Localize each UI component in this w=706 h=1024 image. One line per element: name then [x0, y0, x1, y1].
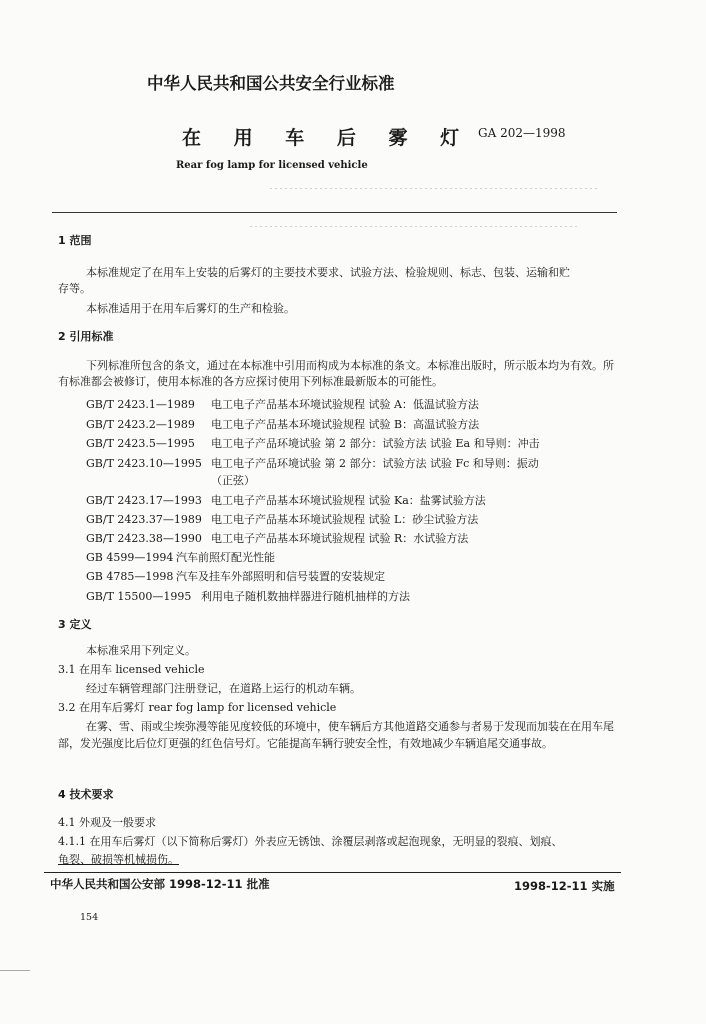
reference-title: 利用电子随机数抽样器进行随机抽样的方法: [201, 590, 410, 603]
reference-item-cont: [86, 472, 255, 488]
section-3-heading: 3 定义: [58, 618, 92, 631]
reference-code: GB/T 2423.5—1995: [86, 437, 195, 450]
subsection-4-1-heading: 4.1 外观及一般要求: [58, 816, 156, 829]
standard-category-header: 中华人民共和国公共安全行业标准: [147, 74, 395, 93]
section-1-paragraph: 本标准规定了在用车上安装的后雾灯的主要技术要求、试验方法、检验规则、标志、包装、运输和贮: [86, 266, 570, 279]
section-2-intro: 下列标准所包含的条文，通过在本标准中引用而构成为本标准的条文。本标准出版时，所示版本均为有效。所有标准都会被修订，使用本标准的各方应探讨使用下列标准最新版本的可能性。: [58, 359, 614, 388]
reference-code: GB/T 2423.37—1989: [86, 513, 202, 526]
section-3-intro: 本标准采用下列定义。: [86, 644, 196, 657]
reference-title: 汽车及挂车外部照明和信号装置的安装规定: [176, 570, 385, 583]
reference-title: 电工电子产品基本环境试验规程 试验 L：砂尘试验方法: [211, 513, 479, 526]
implementation-date: 1998-12-11 实施: [514, 879, 615, 893]
reference-item: [86, 455, 539, 471]
reference-code: GB/T 2423.17—1993: [86, 494, 202, 507]
reference-item: [86, 588, 410, 604]
reference-item: [86, 530, 468, 546]
section-4-heading: 4 技术要求: [58, 788, 114, 801]
reference-code: GB/T 15500—1995: [86, 590, 192, 603]
reference-title: 电工电子产品环境试验 第 2 部分：试验方法 试验 Ea 和导则：冲击: [211, 437, 540, 450]
footer-rule: [44, 872, 621, 873]
reference-code: GB 4785—1998: [86, 570, 174, 583]
reference-item: [86, 549, 275, 565]
section-1-paragraph-cont: 存等。: [58, 282, 91, 295]
english-subtitle: Rear fog lamp for licensed vehicle: [176, 160, 368, 171]
clause-4-1-1-text-cont: 龟裂、破损等机械损伤。: [58, 853, 179, 866]
definition-3-1-text: 经过车辆管理部门注册登记，在道路上运行的机动车辆。: [86, 682, 361, 695]
definition-3-2-heading: 3.2 在用车后雾灯 rear fog lamp for licensed vehicle: [58, 701, 337, 714]
reference-title: 电工电子产品基本环境试验规程 试验 Ka：盐雾试验方法: [211, 494, 486, 507]
reference-code: GB/T 2423.1—1989: [86, 398, 195, 411]
page-number: 154: [80, 912, 99, 923]
reference-code: GB 4599—1994: [86, 551, 174, 564]
reference-code: GB/T 2423.2—1989: [86, 418, 195, 431]
scan-noise: [270, 188, 600, 189]
reference-title: 电工电子产品基本环境试验规程 试验 B：高温试验方法: [211, 418, 480, 431]
reference-title: 电工电子产品基本环境试验规程 试验 R：水试验方法: [211, 532, 469, 545]
reference-title: 电工电子产品环境试验 第 2 部分：试验方法 试验 Fc 和导则：振动: [211, 457, 539, 470]
reference-title: 汽车前照灯配光性能: [176, 551, 275, 564]
reference-item: [86, 511, 478, 527]
scan-noise: [250, 226, 580, 227]
reference-code: GB/T 2423.38—1990: [86, 532, 202, 545]
section-1-heading: 1 范围: [58, 234, 92, 247]
document-title: 在 用 车 后 雾 灯: [182, 127, 473, 149]
section-2-heading: 2 引用标准: [58, 330, 114, 343]
reference-title: 电工电子产品基本环境试验规程 试验 A：低温试验方法: [211, 398, 479, 411]
reference-item: [86, 492, 486, 508]
header-rule: [52, 212, 617, 213]
margin-mark: [0, 970, 30, 971]
reference-item: [86, 568, 385, 584]
definition-3-2-text: 在雾、雪、雨或尘埃弥漫等能见度较低的环境中，使车辆后方其他道路交通参与者易于发现而加装在在用车尾部，发光强度比后位灯更强的红色信号灯。它能提高车辆行驶安全性，有效地减少车辆追尾交通事故。: [58, 720, 614, 750]
reference-code: GB/T 2423.10—1995: [86, 457, 202, 470]
clause-4-1-1-text: 4.1.1 在用车后雾灯（以下简称后雾灯）外表应无锈蚀、涂覆层剥落或起泡现象，无明显的裂痕、划痕、: [58, 835, 563, 848]
reference-item: [86, 416, 479, 432]
section-1-scope-paragraph: 本标准适用于在用车后雾灯的生产和检验。: [86, 302, 295, 315]
standard-code: GA 202—1998: [478, 126, 566, 140]
definition-3-1-heading: 3.1 在用车 licensed vehicle: [58, 663, 205, 676]
reference-item: [86, 435, 540, 451]
reference-item: [86, 396, 479, 412]
reference-title: （正弦）: [211, 474, 255, 487]
approval-date: 中华人民共和国公安部 1998-12-11 批准: [50, 877, 270, 891]
